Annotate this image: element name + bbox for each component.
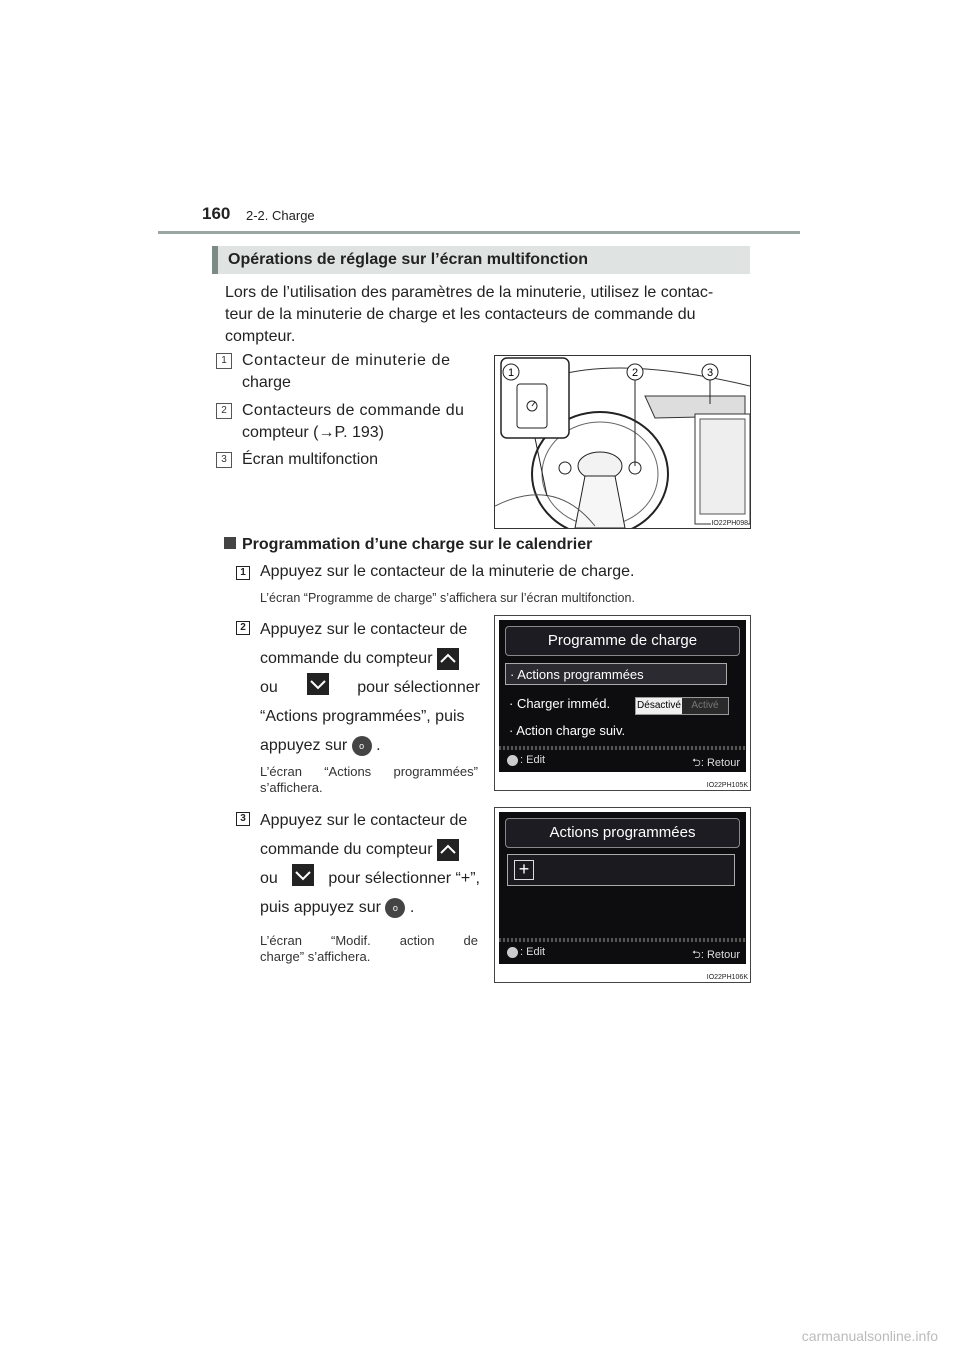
item-line: Écran multifonction: [242, 451, 379, 468]
step-line: [260, 893, 480, 922]
step-line-text: ou: [260, 679, 278, 696]
step-line-text: commande du compteur: [260, 650, 433, 667]
list-item: [216, 400, 486, 444]
step-line: [260, 644, 480, 673]
section-heading: [212, 246, 750, 274]
step-line: [260, 835, 480, 864]
screen-title-bar: [505, 626, 740, 656]
add-action-row[interactable]: [507, 854, 735, 886]
chevron-up-icon: [437, 648, 459, 670]
step-line: Appuyez sur le contacteur de: [260, 621, 468, 638]
menu-item-charge-now[interactable]: · Charger imméd.: [509, 696, 611, 711]
section-title: 2-2. Charge: [246, 208, 315, 223]
screen-display: [499, 812, 746, 964]
item-text: [242, 449, 478, 471]
edit-hint: [507, 946, 545, 958]
knob-button-icon: o: [385, 898, 405, 918]
step-note: L’écran “Programme de charge” s’affichera sur l’écran multifonction.: [260, 591, 635, 605]
step-line-text: pour sélectionner: [357, 679, 480, 696]
step-number: 1: [236, 566, 250, 580]
step-line: Appuyez sur le contacteur de: [260, 812, 468, 829]
toggle-off: Désactivé: [636, 698, 682, 714]
chevron-up-icon: [437, 839, 459, 861]
item-text: [242, 350, 478, 394]
note-line: L’écran “Actions programmées”: [260, 764, 478, 779]
back-label: : Retour: [700, 757, 740, 769]
add-icon: +: [514, 860, 534, 880]
step-text: [260, 806, 480, 922]
screen-divider: [499, 746, 746, 750]
step-note: [260, 764, 478, 796]
figure-code: IO22PH106K: [706, 974, 748, 981]
back-label: : Retour: [700, 949, 740, 961]
step-text: [260, 615, 480, 760]
callout-1: 1: [507, 367, 515, 379]
figure-code: IO22PH105K: [706, 782, 748, 789]
callout-3: 3: [706, 367, 714, 379]
charge-now-toggle[interactable]: [635, 697, 729, 715]
step-line-text: .: [409, 899, 415, 916]
list-item: [216, 350, 486, 394]
subheading: [224, 536, 592, 554]
back-hint: [692, 754, 740, 772]
intro-paragraph: [225, 282, 745, 348]
menu-item-next-charge-action[interactable]: · Action charge suiv.: [509, 723, 626, 738]
step-line-text: .: [376, 737, 381, 754]
knob-icon: [507, 947, 518, 958]
back-arrow-icon: ⮌: [692, 757, 701, 769]
step-line-text: ou: [260, 870, 278, 887]
step-number: 2: [236, 621, 250, 635]
step-line: [260, 731, 480, 760]
edit-label: : Edit: [520, 754, 546, 766]
chevron-down-icon: [307, 673, 329, 695]
page-number: 160: [202, 204, 231, 223]
step-line-text: pour sélectionner “+”,: [328, 870, 480, 887]
dashboard-illustration: [494, 355, 751, 529]
list-item: [216, 449, 486, 471]
intro-line: Lors de l’utilisation des paramètres de la minuterie, utilisez le contac-: [225, 284, 714, 301]
header-rule: [158, 231, 800, 234]
screen-title: Actions programmées: [549, 824, 696, 841]
callout-2: 2: [631, 367, 639, 379]
item-line: Contacteurs de commande du: [242, 402, 465, 419]
note-line: s’affichera.: [260, 780, 323, 795]
figure-code: IO22PH098: [711, 520, 748, 527]
step-note: [260, 933, 478, 965]
item-number: 3: [216, 452, 232, 468]
screen-title-bar: [505, 818, 740, 848]
menu-item-scheduled-actions[interactable]: · Actions programmées: [505, 663, 727, 685]
note-line: charge” s’affichera.: [260, 949, 371, 964]
knob-icon: [507, 755, 518, 766]
multifunction-screen-schedule: [494, 615, 751, 791]
item-line: charge: [242, 374, 291, 391]
edit-hint: [507, 754, 545, 766]
item-number: 2: [216, 403, 232, 419]
edit-label: : Edit: [520, 946, 546, 958]
item-line: compteur (→P. 193): [242, 424, 384, 441]
step-text: Appuyez sur le contacteur de la minuterie de charge.: [260, 563, 635, 580]
item-number: 1: [216, 353, 232, 369]
item-text: [242, 400, 478, 444]
screen-display: [499, 620, 746, 772]
note-line: L’écran “Modif. action de: [260, 933, 478, 948]
footer-watermark: carmanualsonline.info: [801, 1328, 938, 1344]
heading-text: Opérations de réglage sur l’écran multifonction: [228, 251, 589, 268]
item-line: Contacteur de minuterie de: [242, 352, 451, 369]
step-line: “Actions programmées”, puis: [260, 708, 465, 725]
chevron-down-icon: [292, 864, 314, 886]
step-line-text: appuyez sur: [260, 737, 348, 754]
toggle-on: Activé: [682, 698, 728, 714]
back-arrow-icon: ⮌: [692, 949, 701, 961]
multifunction-screen-scheduled-actions: [494, 807, 751, 983]
square-bullet-icon: [224, 537, 236, 549]
screen-divider: [499, 938, 746, 942]
step-line-text: commande du compteur: [260, 841, 433, 858]
subheading-text: Programmation d’une charge sur le calendrier: [242, 536, 593, 553]
knob-button-icon: o: [352, 736, 372, 756]
step-line: [260, 864, 480, 893]
step-line-text: puis appuyez sur: [260, 899, 381, 916]
back-hint: [692, 946, 740, 964]
dashboard-drawing: [495, 356, 750, 528]
step-number: 3: [236, 812, 250, 826]
intro-line: teur de la minuterie de charge et les contacteurs de commande du: [225, 306, 696, 323]
heading-accent: [212, 246, 218, 274]
intro-line: compteur.: [225, 328, 296, 345]
screen-title: Programme de charge: [547, 632, 698, 649]
step-line: [260, 673, 480, 702]
